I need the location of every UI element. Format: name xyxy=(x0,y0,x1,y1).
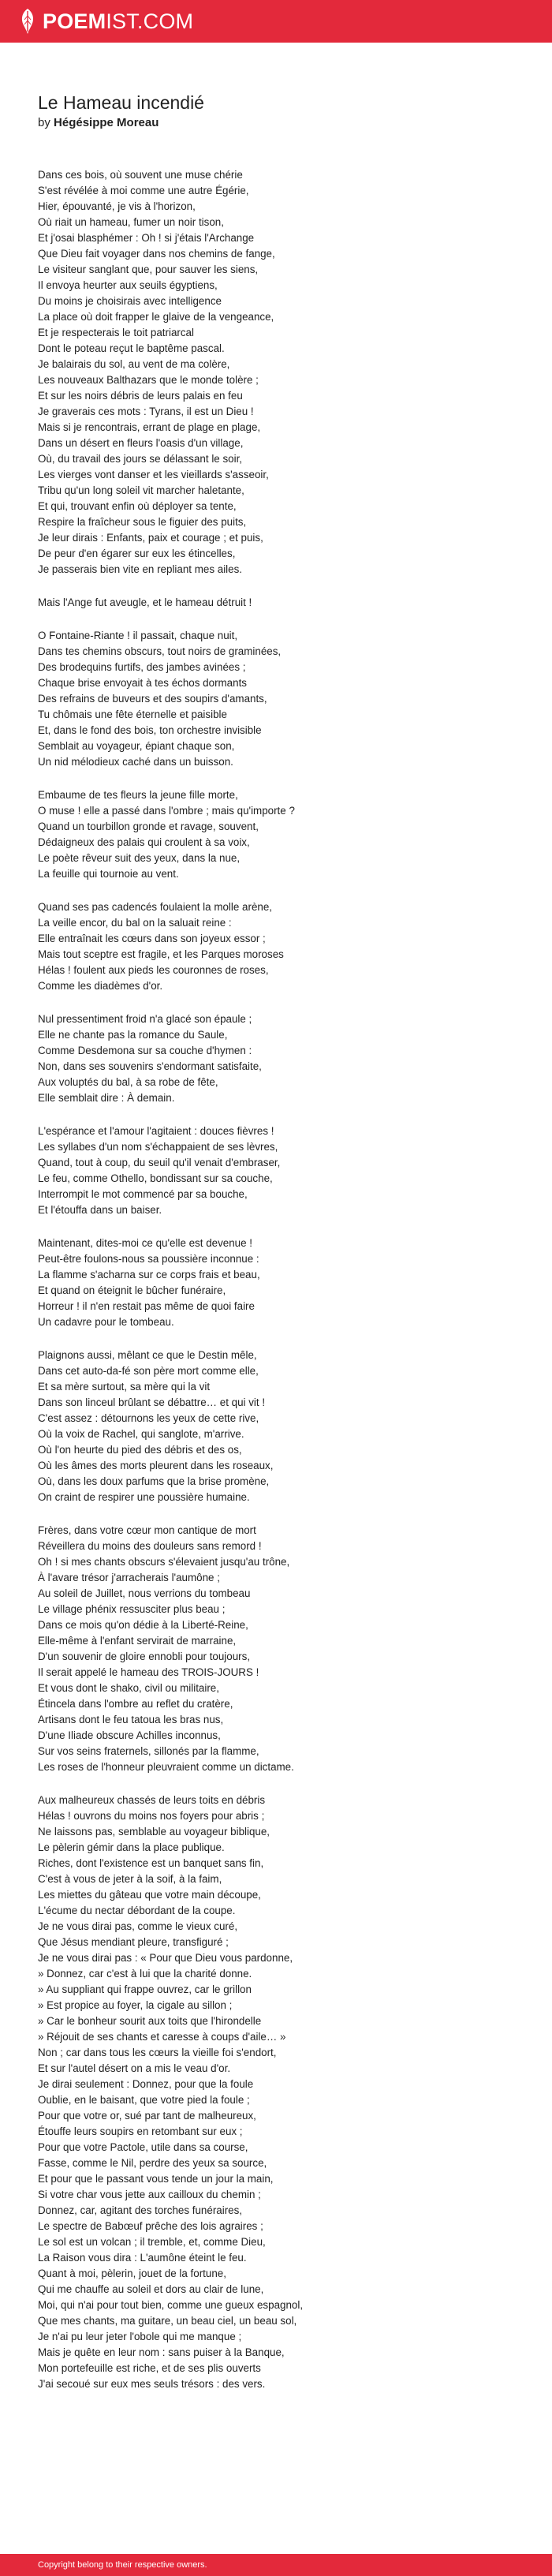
poem-line: Oh ! si mes chants obscurs s'élevaient jusqu'au trône, xyxy=(38,1556,290,1568)
poem-line: J'ai secoué sur eux mes seuls trésors : des vers. xyxy=(38,2378,266,2390)
poem-line: Et sa mère surtout, sa mère qui la vit xyxy=(38,1381,211,1393)
poem-line: La Raison vous dira : L'aumône éteint le feu. xyxy=(38,2252,247,2264)
poem-line: Non ; car dans tous les cœurs la vieille foi s'endort, xyxy=(38,2047,277,2058)
poem-line: Embaume de tes fleurs la jeune fille morte, xyxy=(38,789,238,801)
poem-line: Nul pressentiment froid n'a glacé son épaule ; xyxy=(38,1013,252,1025)
poem-line: Où la voix de Rachel, qui sanglote, m'arrive. xyxy=(38,1428,244,1440)
poem-line: Donnez, car, agitant des torches funéraires, xyxy=(38,2204,243,2216)
poem-line: » Car le bonheur sourit aux toits que l'hirondelle xyxy=(38,2015,262,2027)
poem-line: Et, dans le fond des bois, ton orchestre invisible xyxy=(38,724,262,736)
poem-line: Aux voluptés du bal, à sa robe de fête, xyxy=(38,1076,218,1088)
poem-line: Les roses de l'honneur pleuvraient comme un dictame. xyxy=(38,1761,294,1773)
poem-line: Moi, qui n'ai pour tout bien, comme une gueux espagnol, xyxy=(38,2299,304,2311)
poem-line: Le poète rêveur suit des yeux, dans la nue, xyxy=(38,852,241,864)
poem-line: Semblait au voyageur, épiant chaque son, xyxy=(38,740,235,752)
poem-line: Les miettes du gâteau que votre main découpe, xyxy=(38,1889,261,1901)
poem-line: D'un souvenir de gloire ennobli pour toujours, xyxy=(38,1651,251,1662)
poem-line: Sur vos seins fraternels, sillonés par la flamme, xyxy=(38,1745,259,1757)
poem-line: Mais l'Ange fut aveugle, et le hameau détruit ! xyxy=(38,596,252,608)
poem-line: Dans ce mois qu'on dédie à la Liberté-Reine, xyxy=(38,1619,248,1631)
poem-line: Quand ses pas cadencés foulaient la molle arène, xyxy=(38,901,273,913)
stanza xyxy=(38,1523,527,1775)
poem-line: Quand un tourbillon gronde et ravage, souvent, xyxy=(38,821,259,832)
poem-line: Qui me chauffe au soleil et dors au clair de lune, xyxy=(38,2283,264,2295)
poem-line: » Est propice au foyer, la cigale au sillon ; xyxy=(38,1999,233,2011)
poem-line: Je ne vous dirai pas, comme le vieux curé, xyxy=(38,1920,238,1932)
poem-line: Où, du travail des jours se délassant le soir, xyxy=(38,453,243,465)
poem-line: Il envoya heurter aux seuils égyptiens, xyxy=(38,279,218,291)
poem-line: Maintenant, dites-moi ce qu'elle est devenue ! xyxy=(38,1237,253,1249)
poem-line: Et l'étouffa dans un baiser. xyxy=(38,1204,162,1216)
poem-line: Si votre char vous jette aux cailloux du chemin ; xyxy=(38,2189,261,2200)
poem-line: Ne laissons pas, semblable au voyageur biblique, xyxy=(38,1826,270,1838)
poem-line: Aux malheureux chassés de leurs toits en débris xyxy=(38,1794,266,1806)
poem-line: À l'avare trésor j'arracherais l'aumône ; xyxy=(38,1572,220,1583)
poem-line: Je dirai seulement : Donnez, pour que la foule xyxy=(38,2078,254,2090)
poem-line: Que mes chants, ma guitare, un beau ciel, un beau sol, xyxy=(38,2315,297,2327)
poem-line: Étincela dans l'ombre au reflet du cratère, xyxy=(38,1698,233,1710)
poem-line: C'est assez : détournons les yeux de cette rive, xyxy=(38,1412,259,1424)
poem-line: Le sol est un volcan ; il tremble, et, comme Dieu, xyxy=(38,2236,266,2248)
poem-line: L'écume du nectar débordant de la coupe. xyxy=(38,1905,236,1916)
poem-line: Des brodequins furtifs, des jambes avinées ; xyxy=(38,661,246,673)
poem-line: Plaignons aussi, mêlant ce que le Destin mêle, xyxy=(38,1349,257,1361)
stanza xyxy=(38,628,527,770)
poem-line: Où l'on heurte du pied des débris et des os, xyxy=(38,1444,242,1456)
poem-line: Elle-même à l'enfant servirait de marraine, xyxy=(38,1635,237,1647)
poem-line: Dans un désert en fleurs l'oasis d'un village, xyxy=(38,437,244,449)
poem-line: Mais si je rencontrais, errant de plage en plage, xyxy=(38,421,261,433)
poem-line: C'est à vous de jeter à la soif, à la faim, xyxy=(38,1873,222,1885)
poem-line: Des refrains de buveurs et des soupirs d'amants, xyxy=(38,693,267,705)
poem-line: Que Jésus mendiant pleure, transfiguré ; xyxy=(38,1936,229,1948)
poem-line: Tribu qu'un long soleil vit marcher haletante, xyxy=(38,484,244,496)
poem-line: Où, dans les doux parfums que la brise promène, xyxy=(38,1475,270,1487)
poem-line: S'est révélée à moi comme une autre Égérie, xyxy=(38,185,249,196)
poem-line: Comme les diadèmes d'or. xyxy=(38,980,163,992)
poem-line: Je graverais ces mots : Tyrans, il est un Dieu ! xyxy=(38,406,254,417)
poem-line: Je n'ai pu leur jeter l'obole qui me manque ; xyxy=(38,2331,242,2342)
poem-line: Dans tes chemins obscurs, tout noirs de graminées, xyxy=(38,645,282,657)
poem-line: Quand, tout à coup, du seuil qu'il venait d'embraser, xyxy=(38,1157,281,1168)
poem-line: Au soleil de Juillet, nous verrions du tombeau xyxy=(38,1587,251,1599)
site-logo[interactable] xyxy=(19,0,193,43)
poem-line: Et sur les noirs débris de leurs palais en feu xyxy=(38,390,243,402)
poem-line: D'une Iliade obscure Achilles inconnus, xyxy=(38,1729,221,1741)
poem-line: Que Dieu fait voyager dans nos chemins de fange, xyxy=(38,248,275,260)
poem-line: Un nid mélodieux caché dans un buisson. xyxy=(38,756,233,768)
poem-line: Elle entraînait les cœurs dans son joyeux essor ; xyxy=(38,933,266,944)
stanza xyxy=(38,899,527,994)
poem-line: » Réjouit de ses chants et caresse à coups d'aile… » xyxy=(38,2031,286,2043)
poem-byline xyxy=(38,115,159,131)
poem-line: Le spectre de Babœuf prêche des lois agraires ; xyxy=(38,2220,263,2232)
poem-line: La feuille qui tournoie au vent. xyxy=(38,868,179,880)
poem-line: Hélas ! ouvrons du moins nos foyers pour abris ; xyxy=(38,1810,265,1822)
site-footer xyxy=(0,2554,552,2576)
stanza xyxy=(38,595,527,611)
poem-line: Tu chômais une fête éternelle et paisible xyxy=(38,708,227,720)
poem-line: Interrompit le mot commencé par sa bouche, xyxy=(38,1188,248,1200)
poem-line: Hier, épouvanté, je vis à l'horizon, xyxy=(38,200,196,212)
poem-line: Horreur ! il n'en restait pas même de quoi faire xyxy=(38,1300,255,1312)
poem-line: Étouffe leurs soupirs en retombant sur eux ; xyxy=(38,2125,243,2137)
poem-line: Les syllabes d'un nom s'échappaient de ses lèvres, xyxy=(38,1141,278,1153)
poem-line: Dédaigneux des palais qui croulent à sa voix, xyxy=(38,836,250,848)
poem-line: Et sur l'autel désert on a mis le veau d'or. xyxy=(38,2062,231,2074)
poem-line: Chaque brise envoyait à tes échos dormants xyxy=(38,677,247,689)
poem-line: Dans ces bois, où souvent une muse chérie xyxy=(38,169,243,181)
poem-line: Et j'osai blasphémer : Oh ! si j'étais l'Archange xyxy=(38,232,255,244)
stanza xyxy=(38,167,527,578)
quill-pen-icon xyxy=(19,8,36,35)
poem-body xyxy=(38,167,527,2410)
poem-line: Réveillera du moins des douleurs sans remord ! xyxy=(38,1540,262,1552)
poem-line: Pour que votre Pactole, utile dans sa course, xyxy=(38,2141,248,2153)
poem-line: Mon portefeuille est riche, et de ses plis ouverts xyxy=(38,2362,261,2374)
poem-line: Et pour que le passant vous tende un jour la main, xyxy=(38,2173,274,2185)
poem-line: Où les âmes des morts pleurent dans les roseaux, xyxy=(38,1460,274,1471)
poem-line: Dans son linceul brûlant se débattre… et qui vit ! xyxy=(38,1396,266,1408)
logo-text-light: IST.COM xyxy=(106,9,194,33)
stanza xyxy=(38,787,527,882)
poem-line: Je leur dirais : Enfants, paix et courage ; et puis, xyxy=(38,532,263,544)
poem-line: La place où doit frapper le glaive de la vengeance, xyxy=(38,311,274,323)
poem-line: » Au suppliant qui frappe ouvrez, car le grillon xyxy=(38,1983,252,1995)
poem-line: La veille encor, du bal on la saluait reine : xyxy=(38,917,232,929)
poem-line: Peut-être foulons-nous sa poussière inconnue : xyxy=(38,1253,259,1265)
poem-line: Artisans dont le feu tatoua les bras nus, xyxy=(38,1714,224,1725)
poem-line: Dont le poteau reçut le baptême pascal. xyxy=(38,342,225,354)
poem-line: Dans cet auto-da-fé son père mort comme elle, xyxy=(38,1365,259,1377)
site-header xyxy=(0,0,552,43)
author-link[interactable]: Hégésippe Moreau xyxy=(54,116,159,129)
stanza xyxy=(38,1793,527,2392)
poem-line: O Fontaine-Riante ! il passait, chaque nuit, xyxy=(38,630,238,641)
stanza xyxy=(38,1348,527,1505)
poem-line: » Donnez, car c'est à lui que la charité donne. xyxy=(38,1968,252,1980)
poem-line: Riches, dont l'existence est un banquet sans fin, xyxy=(38,1857,264,1869)
poem-line: Le feu, comme Othello, bondissant sur sa couche, xyxy=(38,1172,273,1184)
by-label: by xyxy=(38,116,50,129)
poem-line: Le visiteur sanglant que, pour sauver les siens, xyxy=(38,264,259,275)
poem-line: Mais tout sceptre est fragile, et les Parques moroses xyxy=(38,948,284,960)
poem-line: Je passerais bien vite en repliant mes ailes. xyxy=(38,563,243,575)
poem-line: Comme Desdemona sur sa couche d'hymen : xyxy=(38,1045,252,1056)
poem-line: Les nouveaux Balthazars que le monde tolère ; xyxy=(38,374,259,386)
poem-line: Où riait un hameau, fumer un noir tison, xyxy=(38,216,224,228)
poem-line: Je balairais du sol, au vent de ma colère, xyxy=(38,358,230,370)
poem-line: Un cadavre pour le tombeau. xyxy=(38,1316,174,1328)
poem-line: Non, dans ses souvenirs s'endormant satisfaite, xyxy=(38,1060,262,1072)
poem-line: Pour que votre or, sué par tant de malheureux, xyxy=(38,2110,256,2122)
poem-line: Elle ne chante pas la romance du Saule, xyxy=(38,1029,228,1041)
copyright-text: Copyright belong to their respective owners. xyxy=(38,2560,207,2570)
poem-line: Le village phénix ressusciter plus beau ; xyxy=(38,1603,226,1615)
poem-line: Hélas ! foulent aux pieds les couronnes de roses, xyxy=(38,964,269,976)
stanza xyxy=(38,1123,527,1218)
poem-line: Respire la fraîcheur sous le figuier des puits, xyxy=(38,516,247,528)
poem-line: La flamme s'acharna sur ce corps frais et beau, xyxy=(38,1269,260,1281)
poem-line: On craint de respirer une poussière humaine. xyxy=(38,1491,250,1503)
poem-line: Les vierges vont danser et les vieillards s'asseoir, xyxy=(38,469,269,480)
poem-line: Mais je quête en leur nom : sans puiser à la Banque, xyxy=(38,2346,285,2358)
poem-line: Le pèlerin gémir dans la place publique. xyxy=(38,1841,225,1853)
poem-line: L'espérance et l'amour l'agitaient : douces fièvres ! xyxy=(38,1125,274,1137)
logo-text-bold: POEM xyxy=(43,9,106,33)
poem-line: Fasse, comme le Nil, perdre des yeux sa source, xyxy=(38,2157,267,2169)
poem-line: O muse ! elle a passé dans l'ombre ; mais qu'importe ? xyxy=(38,805,295,817)
poem-line: Il serait appelé le hameau des TROIS-JOURS ! xyxy=(38,1666,259,1678)
logo-text xyxy=(43,11,193,32)
poem-line: De peur d'en égarer sur eux les étincelles, xyxy=(38,548,236,559)
poem-title: Le Hameau incendié xyxy=(38,92,204,113)
poem-line: Du moins je choisirais avec intelligence xyxy=(38,295,222,307)
stanza xyxy=(38,1236,527,1330)
stanza xyxy=(38,1011,527,1106)
poem-line: Et qui, trouvant enfin où déployer sa tente, xyxy=(38,500,237,512)
poem-line: Elle semblait dire : À demain. xyxy=(38,1092,175,1104)
poem-line: Et quand on éteignit le bûcher funéraire, xyxy=(38,1284,226,1296)
poem-line: Frères, dans votre cœur mon cantique de mort xyxy=(38,1524,256,1536)
poem-line: Oublie, en le baisant, que votre pied la foule ; xyxy=(38,2094,250,2106)
poem-line: Je ne vous dirai pas : « Pour que Dieu vous pardonne, xyxy=(38,1952,293,1964)
poem-line: Quant à moi, pèlerin, jouet de la fortune, xyxy=(38,2268,226,2279)
poem-line: Et je respecterais le toit patriarcal xyxy=(38,327,194,338)
poem-line: Et vous dont le shako, civil ou militaire, xyxy=(38,1682,219,1694)
